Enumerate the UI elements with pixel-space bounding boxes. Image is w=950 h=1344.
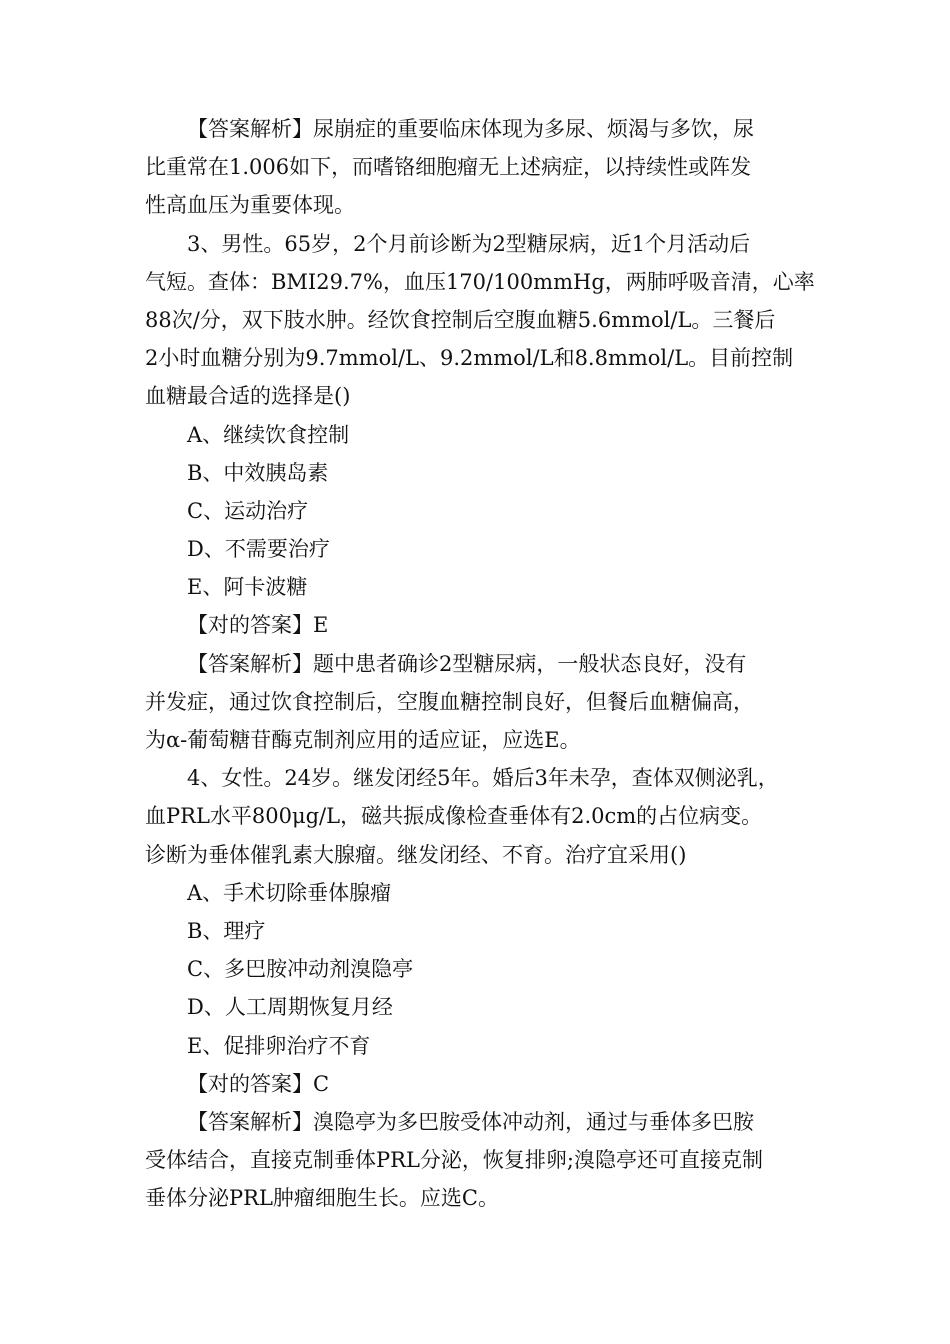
text-line: D、不需要治疗 — [187, 537, 330, 562]
text-line: A、手术切除垂体腺瘤 — [187, 880, 392, 905]
text-line: 【答案解析】溴隐亭为多巴胺受体冲动剂，通过与垂体多巴胺 — [187, 1109, 754, 1134]
text-line: 【答案解析】题中患者确诊2型糖尿病，一般状态良好，没有 — [187, 651, 747, 676]
text-line: 4、女性。24岁。继发闭经5年。婚后3年未孕，查体双侧泌乳， — [187, 766, 779, 791]
text-line: 【答案解析】尿崩症的重要临床体现为多尿、烦渴与多饮，尿 — [187, 117, 754, 141]
text-line: 血PRL水平800μg/L，磁共振成像检查垂体有2.0cm的占位病变。 — [145, 804, 763, 829]
text-line: 血糖最合适的选择是() — [145, 384, 351, 409]
text-line: B、中效胰岛素 — [187, 460, 329, 485]
text-line: C、多巴胺冲动剂溴隐亭 — [187, 957, 414, 982]
text-line: C、运动治疗 — [187, 498, 309, 523]
text-line: E、阿卡波糖 — [187, 575, 308, 600]
text-line: 诊断为垂体催乳素大腺瘤。继发闭经、不育。治疗宜采用() — [145, 842, 687, 867]
text-line: 3、男性。65岁，2个月前诊断为2型糖尿病，近1个月活动后 — [187, 231, 751, 256]
document-body — [145, 110, 835, 1217]
text-line: A、继续饮食控制 — [187, 422, 350, 447]
text-line: 受体结合，直接克制垂体PRL分泌，恢复排卵;溴隐亭还可直接克制 — [145, 1148, 763, 1173]
text-line: 气短。查体：BMI29.7%，血压170/100mmHg，两肺呼吸音清，心率 — [145, 269, 815, 294]
text-line: 2小时血糖分别为9.7mmol/L、9.2mmol/L和8.8mmol/L。目前控制 — [145, 346, 794, 371]
text-line: D、人工周期恢复月经 — [187, 995, 393, 1020]
text-line: 并发症，通过饮食控制后，空腹血糖控制良好，但餐后血糖偏高， — [145, 689, 754, 714]
text-line: 性高血压为重要体现。 — [145, 193, 355, 218]
text-line: 比重常在1.006如下，而嗜铬细胞瘤无上述病症，以持续性或阵发 — [145, 155, 752, 180]
text-line: E、促排卵治疗不育 — [187, 1033, 371, 1058]
text-line: 为α-葡萄糖苷酶克制剂应用的适应证，应选E。 — [145, 728, 581, 752]
text-line: 垂体分泌PRL肿瘤细胞生长。应选C。 — [145, 1186, 499, 1211]
text-line: 【对的答案】E — [187, 613, 329, 638]
text-line: 88次/分，双下肢水肿。经饮食控制后空腹血糖5.6mmol/L。三餐后 — [145, 307, 776, 332]
text-line: B、理疗 — [187, 918, 266, 943]
text-line: 【对的答案】C — [187, 1071, 330, 1096]
